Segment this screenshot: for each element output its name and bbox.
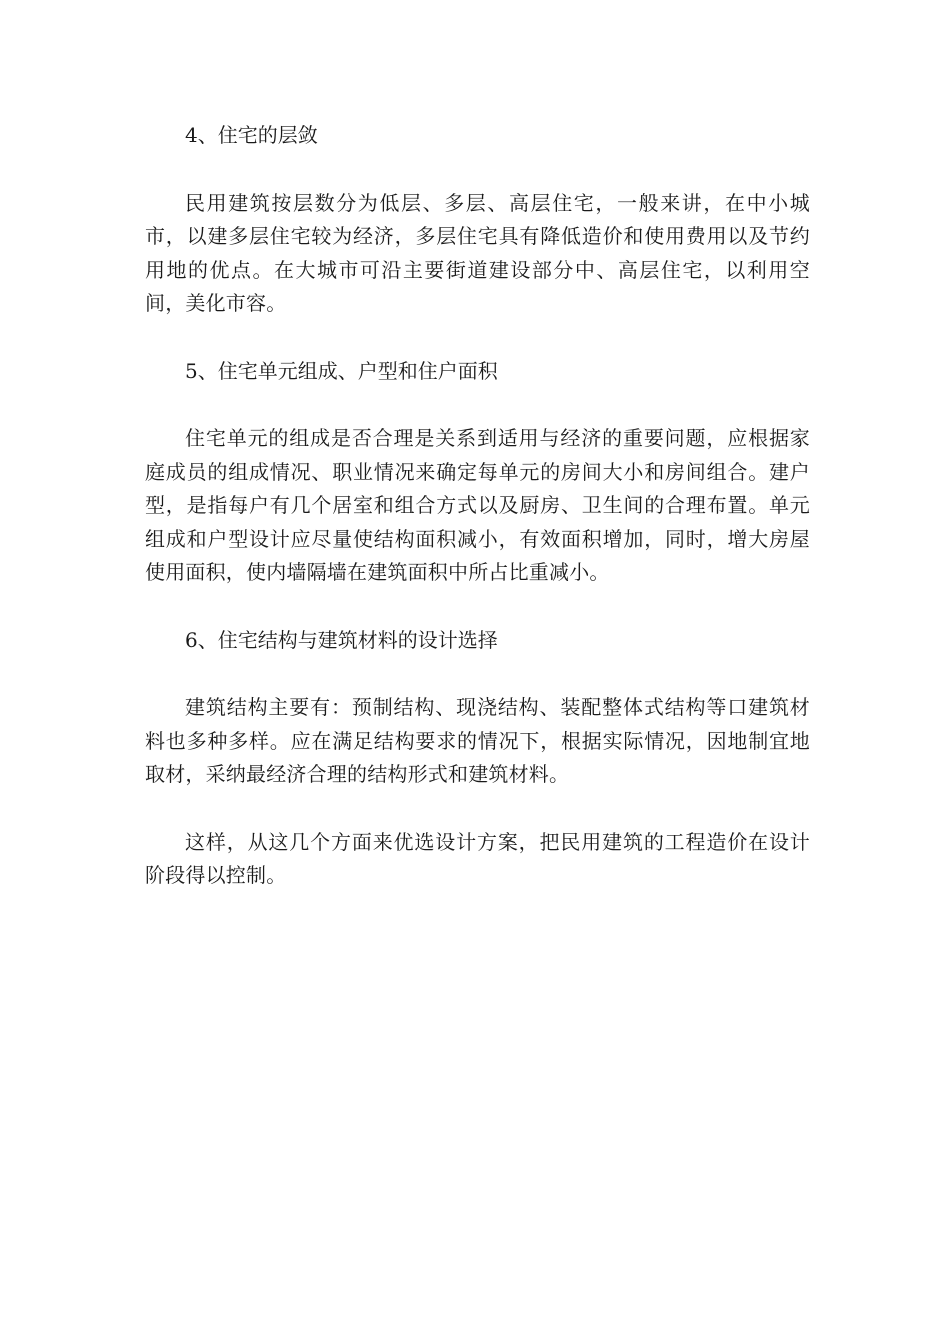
paragraph-units: 住宅单元的组成是否合理是关系到适用与经济的重要问题，应根据家庭成员的组成情况、职业情况来确定每单元的房间大小和房间组合。建户型，是指每户有几个居室和组合方式以及厨房、卫生间的合理布置。单元组成和户型设计应尽量使结构面积减小，有效面积增加，同时，增大房屋使用面积，使内墙隔墙在建筑面积中所占比重减小。 (145, 426, 810, 584)
section-heading-5: 5、住宅单元组成、户型和住户面积 (185, 358, 498, 383)
document-page (145, 119, 810, 927)
paragraph-structure: 建筑结构主要有：预制结构、现浇结构、装配整体式结构等口建筑材料也多种多样。应在满足结构要求的情况下，根据实际情况，因地制宜地取材，采纳最经济合理的结构形式和建筑材料。 (145, 695, 810, 786)
section-heading-4: 4、住宅的层敛 (185, 123, 318, 147)
paragraph-floors: 民用建筑按层数分为低层、多层、高层住宅，一般来讲，在中小城市，以建多层住宅较为经济，多层住宅具有降低造价和使用费用以及节约用地的优点。在大城市可沿主要街道建设部分中、高层住宅，以利用空间，美化市容。 (145, 190, 810, 315)
section-heading-6: 6、住宅结构与建筑材料的设计选择 (185, 627, 498, 652)
paragraph-conclusion: 这样，从这几个方面来优选设计方案，把民用建筑的工程造价在设计阶段得以控制。 (145, 829, 810, 887)
